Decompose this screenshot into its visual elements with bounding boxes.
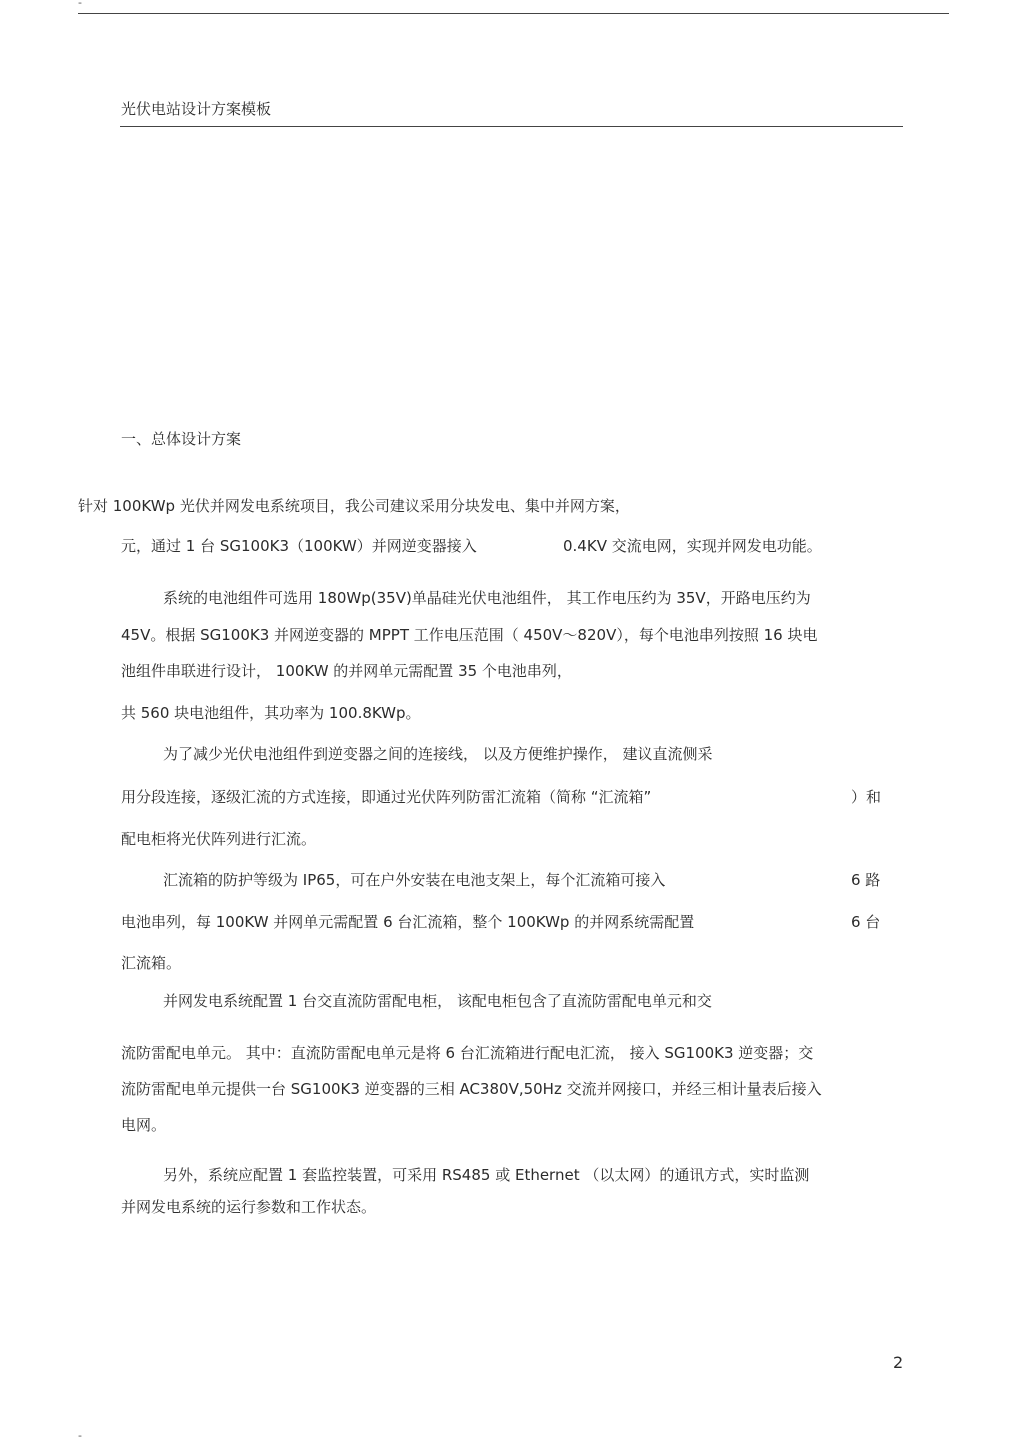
- text-line: 元，通过 1 台 SG100K3（100KW）并网逆变器接入: [121, 537, 477, 555]
- header-rule: [120, 126, 903, 127]
- text-line: 并网发电系统配置 1 台交直流防雷配电柜， 该配电柜包含了直流防雷配电单元和交: [163, 992, 712, 1010]
- text-line: 另外，系统应配置 1 套监控装置，可采用 RS485 或 Ethernet （以太网）的通讯方式，实时监测: [163, 1166, 810, 1184]
- text-line: 6 台: [851, 913, 881, 931]
- text-line: 配电柜将光伏阵列进行汇流。: [121, 830, 317, 848]
- header-title: 光伏电站设计方案模板: [121, 100, 272, 118]
- text-line: 0.4KV 交流电网，实现并网发电功能。: [563, 537, 822, 555]
- text-line: 针对 100KWp 光伏并网发电系统项目，我公司建议采用分块发电、集中并网方案，: [78, 497, 630, 515]
- top-rule: [78, 13, 949, 14]
- text-line: 并网发电系统的运行参数和工作状态。: [121, 1198, 377, 1216]
- text-line: 用分段连接，逐级汇流的方式连接，即通过光伏阵列防雷汇流箱（简称 “汇流箱”: [121, 788, 652, 806]
- text-line: 共 560 块电池组件，其功率为 100.8KWp。: [121, 704, 421, 722]
- text-line: 系统的电池组件可选用 180Wp(35V)单晶硅光伏电池组件， 其工作电压约为 35V，开路电压约为: [163, 589, 811, 607]
- text-line: ）和: [851, 788, 882, 806]
- text-line: 流防雷配电单元提供一台 SG100K3 逆变器的三相 AC380V,50Hz 交流并网接口，并经三相计量表后接入: [121, 1080, 822, 1098]
- text-line: 45V。根据 SG100K3 并网逆变器的 MPPT 工作电压范围（ 450V～820V），每个电池串列按照 16 块电: [121, 626, 818, 644]
- text-line: 汇流箱。: [121, 954, 182, 972]
- section-heading: 一、总体设计方案: [121, 430, 242, 448]
- text-line: 6 路: [851, 871, 881, 889]
- text-line: 流防雷配电单元。 其中：直流防雷配电单元是将 6 台汇流箱进行配电汇流， 接入 SG100K3 逆变器；交: [121, 1044, 814, 1062]
- text-line: 电池串列，每 100KW 并网单元需配置 6 台汇流箱，整个 100KWp 的并网系统需配置: [121, 913, 695, 931]
- top-dash-mark: -: [78, 0, 82, 9]
- text-line: 池组件串联进行设计， 100KW 的并网单元需配置 35 个电池串列，: [121, 662, 572, 680]
- page-number: 2: [893, 1353, 904, 1372]
- text-line: 为了减少光伏电池组件到逆变器之间的连接线， 以及方便维护操作， 建议直流侧采: [163, 745, 713, 763]
- text-line: 汇流箱的防护等级为 IP65，可在户外安装在电池支架上，每个汇流箱可接入: [163, 871, 666, 889]
- text-line: 电网。: [121, 1116, 167, 1134]
- bottom-dash-mark: -: [78, 1429, 82, 1442]
